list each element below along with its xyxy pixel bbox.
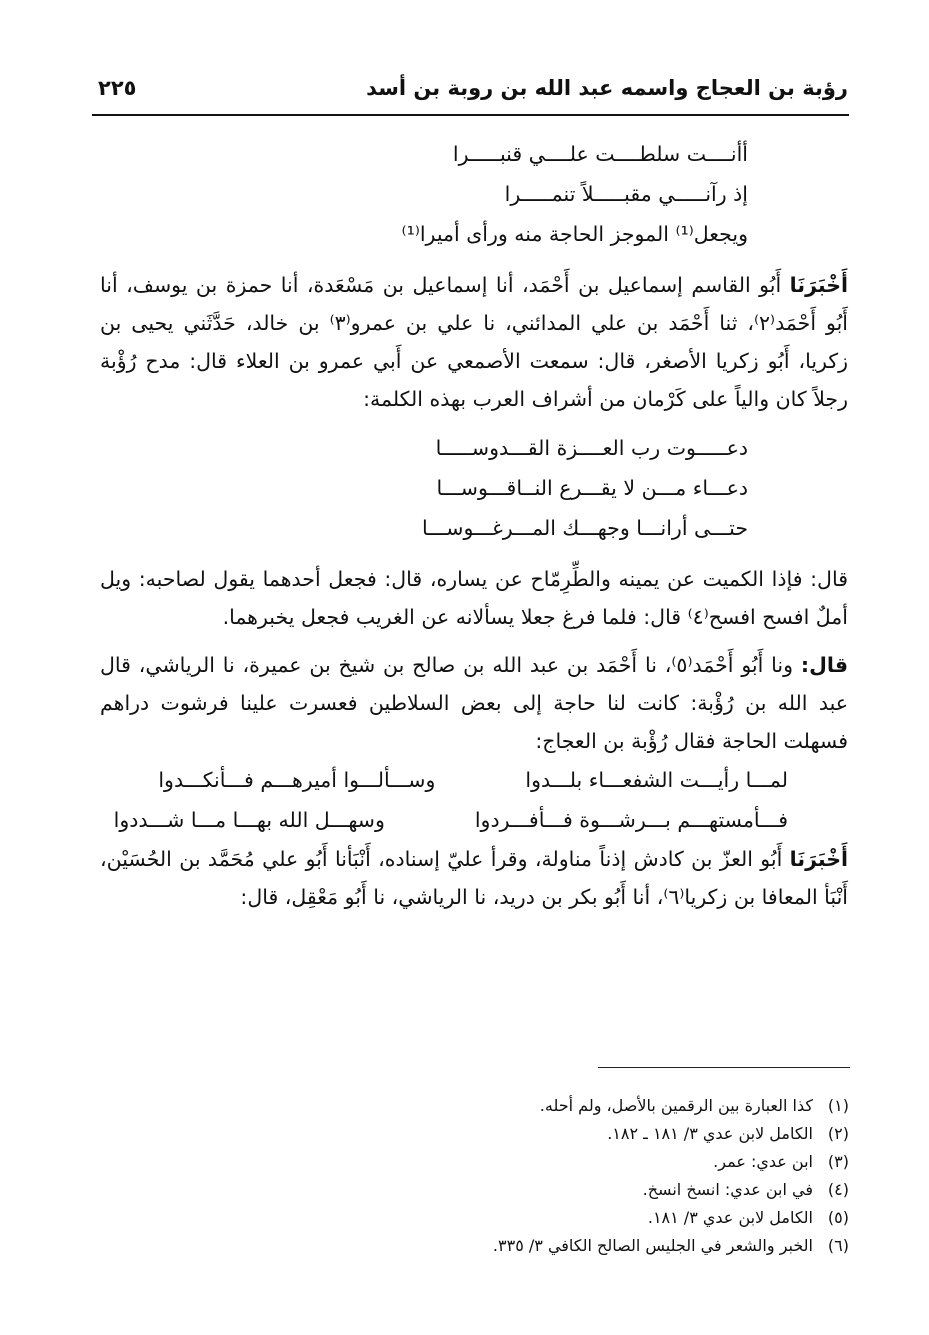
hemistich-left: وسهـــل الله بهـــا مـــا شـــددوا bbox=[113, 808, 385, 832]
verse-line: دعـــاء مـــن لا يقـــرع النــاقـــوســـا bbox=[436, 476, 748, 500]
verse-group-2 bbox=[100, 428, 848, 548]
footnote bbox=[149, 1092, 849, 1120]
footnote-number: (٥) bbox=[827, 1208, 849, 1227]
footnote-text: ابن عدي: عمر. bbox=[713, 1152, 813, 1171]
footnote-number: (٣) bbox=[827, 1152, 849, 1171]
footnotes bbox=[149, 1092, 849, 1260]
header-title: رؤبة بن العجاج واسمه عبد الله بن روبة بن أسد bbox=[366, 76, 848, 100]
verse-group-1 bbox=[100, 134, 848, 254]
footnote bbox=[149, 1204, 849, 1232]
spacer bbox=[100, 418, 848, 428]
paragraph-lead: أَخْبَرَنَا bbox=[789, 847, 848, 871]
paragraph-3 bbox=[100, 646, 848, 760]
verse-line: إذ رآنـــــي مقبـــــلاً تنمـــــرا bbox=[504, 182, 748, 206]
footnote-number: (١) bbox=[827, 1096, 849, 1115]
verse-line: أأنــــت سلطــــت علــــي قنبـــــرا bbox=[452, 142, 748, 166]
footnote-number: (٢) bbox=[827, 1124, 849, 1143]
paragraph-lead: قال: bbox=[800, 653, 848, 677]
paragraph-4 bbox=[100, 840, 848, 916]
paragraph-text: أَبُو القاسم إسماعيل بن أَحْمَد، أنا إسماعيل بن مَسْعَدة، أنا حمزة بن يوسف، أنا أَبُو أَحْمَد⁽٢⁾، ثنا أَحْمَد بن علي المدائني، نا علي بن عمرو⁽٣⁾ بن خالد، حَدَّثَني يحيى بن زكريا، أَبُو زكريا الأصغر، قال: سمعت الأصمعي عن أَبي عمرو بن العلاء قال: مدح رُؤْبة رجلاً كان والياً على كَرْمان من أشراف العرب بهذه الكلمة: bbox=[100, 273, 848, 411]
paragraph-1 bbox=[100, 266, 848, 418]
verse-line: دعـــــوت رب العــــزة القـــدوســـــا bbox=[435, 436, 748, 460]
footnote-text: الكامل لابن عدي ٣/ ١٨١. bbox=[647, 1208, 813, 1227]
footnote-number: (٦) bbox=[827, 1236, 849, 1255]
paragraph-2: قال: فإذا الكميت عن يمينه والطِّرِمّاح عن يساره، قال: فجعل أحدهما يقول لصاحبه: ويل أملٌ افسح افسح⁽٤⁾ قال: فلما فرغ جعلا يسألانه عن الغريب فجعل يخبرهما. bbox=[100, 567, 848, 629]
footnote bbox=[149, 1232, 849, 1260]
footnote-text: الكامل لابن عدي ٣/ ١٨١ ـ ١٨٢. bbox=[607, 1124, 813, 1143]
footnote-rule bbox=[598, 1067, 850, 1068]
footnote bbox=[149, 1148, 849, 1176]
couplet-line bbox=[100, 760, 788, 800]
hemistich-right: فـــأمستهـــم بـــرشـــوة فـــأفـــردوا bbox=[474, 808, 788, 832]
verse-line: ويجعل⁽¹⁾ الموجز الحاجة منه ورأى أميرا⁽¹⁾ bbox=[401, 222, 748, 246]
running-header bbox=[92, 76, 848, 112]
page-number: ٢٢٥ bbox=[98, 76, 137, 100]
footnote-number: (٤) bbox=[827, 1180, 849, 1199]
main-text bbox=[100, 134, 848, 916]
paragraph-text: ونا أَبُو أَحْمَد⁽٥⁾، نا أَحْمَد بن عبد الله بن صالح بن شيخ بن عميرة، نا الرياشي، قال عبد الله بن رُؤْبة: كانت لنا حاجة إلى بعض السلاطين فعسرت علينا فرشوت دراهم فسهلت الحاجة فقال رُؤْبة بن العجاج: bbox=[100, 653, 848, 753]
footnote-text: كذا العبارة بين الرقمين بالأصل، ولم أحله. bbox=[539, 1096, 813, 1115]
footnote-text: في ابن عدي: انسخ انسخ. bbox=[642, 1180, 813, 1199]
footnote bbox=[149, 1176, 849, 1204]
hemistich-left: وســـألـــوا أميرهـــم فـــأنكـــدوا bbox=[158, 768, 436, 792]
hemistich-right: لمـــا رأيـــت الشفعـــاء بلـــدوا bbox=[525, 768, 788, 792]
paragraph-lead: أَخْبَرَنَا bbox=[789, 273, 848, 297]
header-rule bbox=[92, 114, 849, 116]
couplet-line bbox=[100, 800, 788, 840]
paragraph-text: أَبُو العزّ بن كادش إذناً مناولة، وقرأ عليّ إسناده، أَنْبَأنا أَبُو علي مُحَمَّد بن الحُسَيْن، أَنْبَأ المعافا بن زكريا⁽٦⁾، أنا أَبُو بكر بن دريد، نا الرياشي، نا أَبُو مَعْقِل، قال: bbox=[100, 847, 848, 909]
verse-line: حتـــى أرانـــا وجهـــك المـــرغـــوســـا bbox=[422, 516, 748, 540]
footnote-text: الخبر والشعر في الجليس الصالح الكافي ٣/ ٣٣٥. bbox=[492, 1236, 813, 1255]
spacer bbox=[100, 636, 848, 646]
footnote bbox=[149, 1120, 849, 1148]
